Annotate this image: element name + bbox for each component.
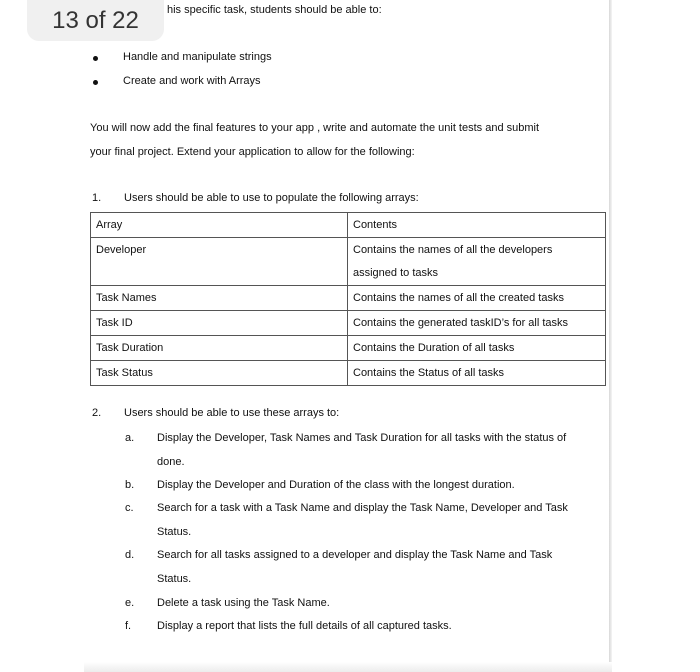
- page-counter-badge: [27, 0, 164, 41]
- table-row: [91, 336, 606, 361]
- table-cell-contents: Contains the Status of all tasks: [348, 361, 606, 386]
- table-row: [91, 238, 606, 286]
- page-counter-label: 13 of 22: [52, 6, 139, 34]
- contents-line: assigned to tasks: [353, 267, 438, 279]
- subitem-line: Display the Developer and Duration of the class with the longest duration.: [157, 479, 515, 491]
- table-cell-array: Developer: [91, 238, 348, 286]
- table-cell-array: Task Duration: [91, 336, 348, 361]
- subitem-letter: b.: [125, 479, 135, 491]
- paragraph-line: You will now add the final features to your app , write and automate the unit tests and submit: [90, 122, 540, 134]
- item2-number: 2.: [92, 407, 102, 419]
- table-cell-array: Task Names: [91, 286, 348, 311]
- subitem-letter: e.: [125, 597, 135, 609]
- table-header-cell: Contents: [348, 213, 606, 238]
- subitem-line: Status.: [157, 573, 192, 585]
- subitem-line: Status.: [157, 526, 192, 538]
- subitem-line: Display a report that lists the full details of all captured tasks.: [157, 620, 452, 632]
- arrays-table: [90, 212, 606, 386]
- table-row: [91, 286, 606, 311]
- paragraph-line: your final project. Extend your application to allow for the following:: [90, 146, 415, 158]
- bullet-dot: [93, 80, 98, 85]
- item1-number: 1.: [92, 192, 102, 204]
- subitem-line: Search for all tasks assigned to a developer and display the Task Name and Task: [157, 549, 553, 561]
- subitem-line: done.: [157, 456, 185, 468]
- contents-line: Contains the names of all the developers: [353, 244, 553, 256]
- subitem-line: Delete a task using the Task Name.: [157, 597, 330, 609]
- table-cell-array: Task Status: [91, 361, 348, 386]
- table-header-cell: Array: [91, 213, 348, 238]
- bullet-dot: [93, 56, 98, 61]
- table-cell-contents: [348, 238, 606, 286]
- table-row: [91, 311, 606, 336]
- table-cell-contents: Contains the generated taskID’s for all tasks: [348, 311, 606, 336]
- page-edge-shadow: [609, 0, 612, 672]
- table-cell-array: Task ID: [91, 311, 348, 336]
- table-cell-contents: Contains the names of all the created tasks: [348, 286, 606, 311]
- table-cell-contents: Contains the Duration of all tasks: [348, 336, 606, 361]
- subitem-letter: f.: [125, 620, 132, 632]
- subitem-line: Search for a task with a Task Name and display the Task Name, Developer and Task: [157, 502, 568, 514]
- subitem-letter: c.: [125, 502, 134, 514]
- table-header-row: [91, 213, 606, 238]
- subitem-line: Display the Developer, Task Names and Task Duration for all tasks with the status of: [157, 432, 567, 444]
- bullet-item: Create and work with Arrays: [123, 75, 261, 87]
- page-bottom-edge: [84, 662, 612, 672]
- subitem-letter: d.: [125, 549, 135, 561]
- item2-text: Users should be able to use these arrays to:: [124, 407, 340, 419]
- intro-heading: his specific task, students should be able to:: [167, 4, 382, 16]
- bullet-item: Handle and manipulate strings: [123, 51, 272, 63]
- subitem-letter: a.: [125, 432, 135, 444]
- item1-text: Users should be able to use to populate the following arrays:: [124, 192, 419, 204]
- table-row: [91, 361, 606, 386]
